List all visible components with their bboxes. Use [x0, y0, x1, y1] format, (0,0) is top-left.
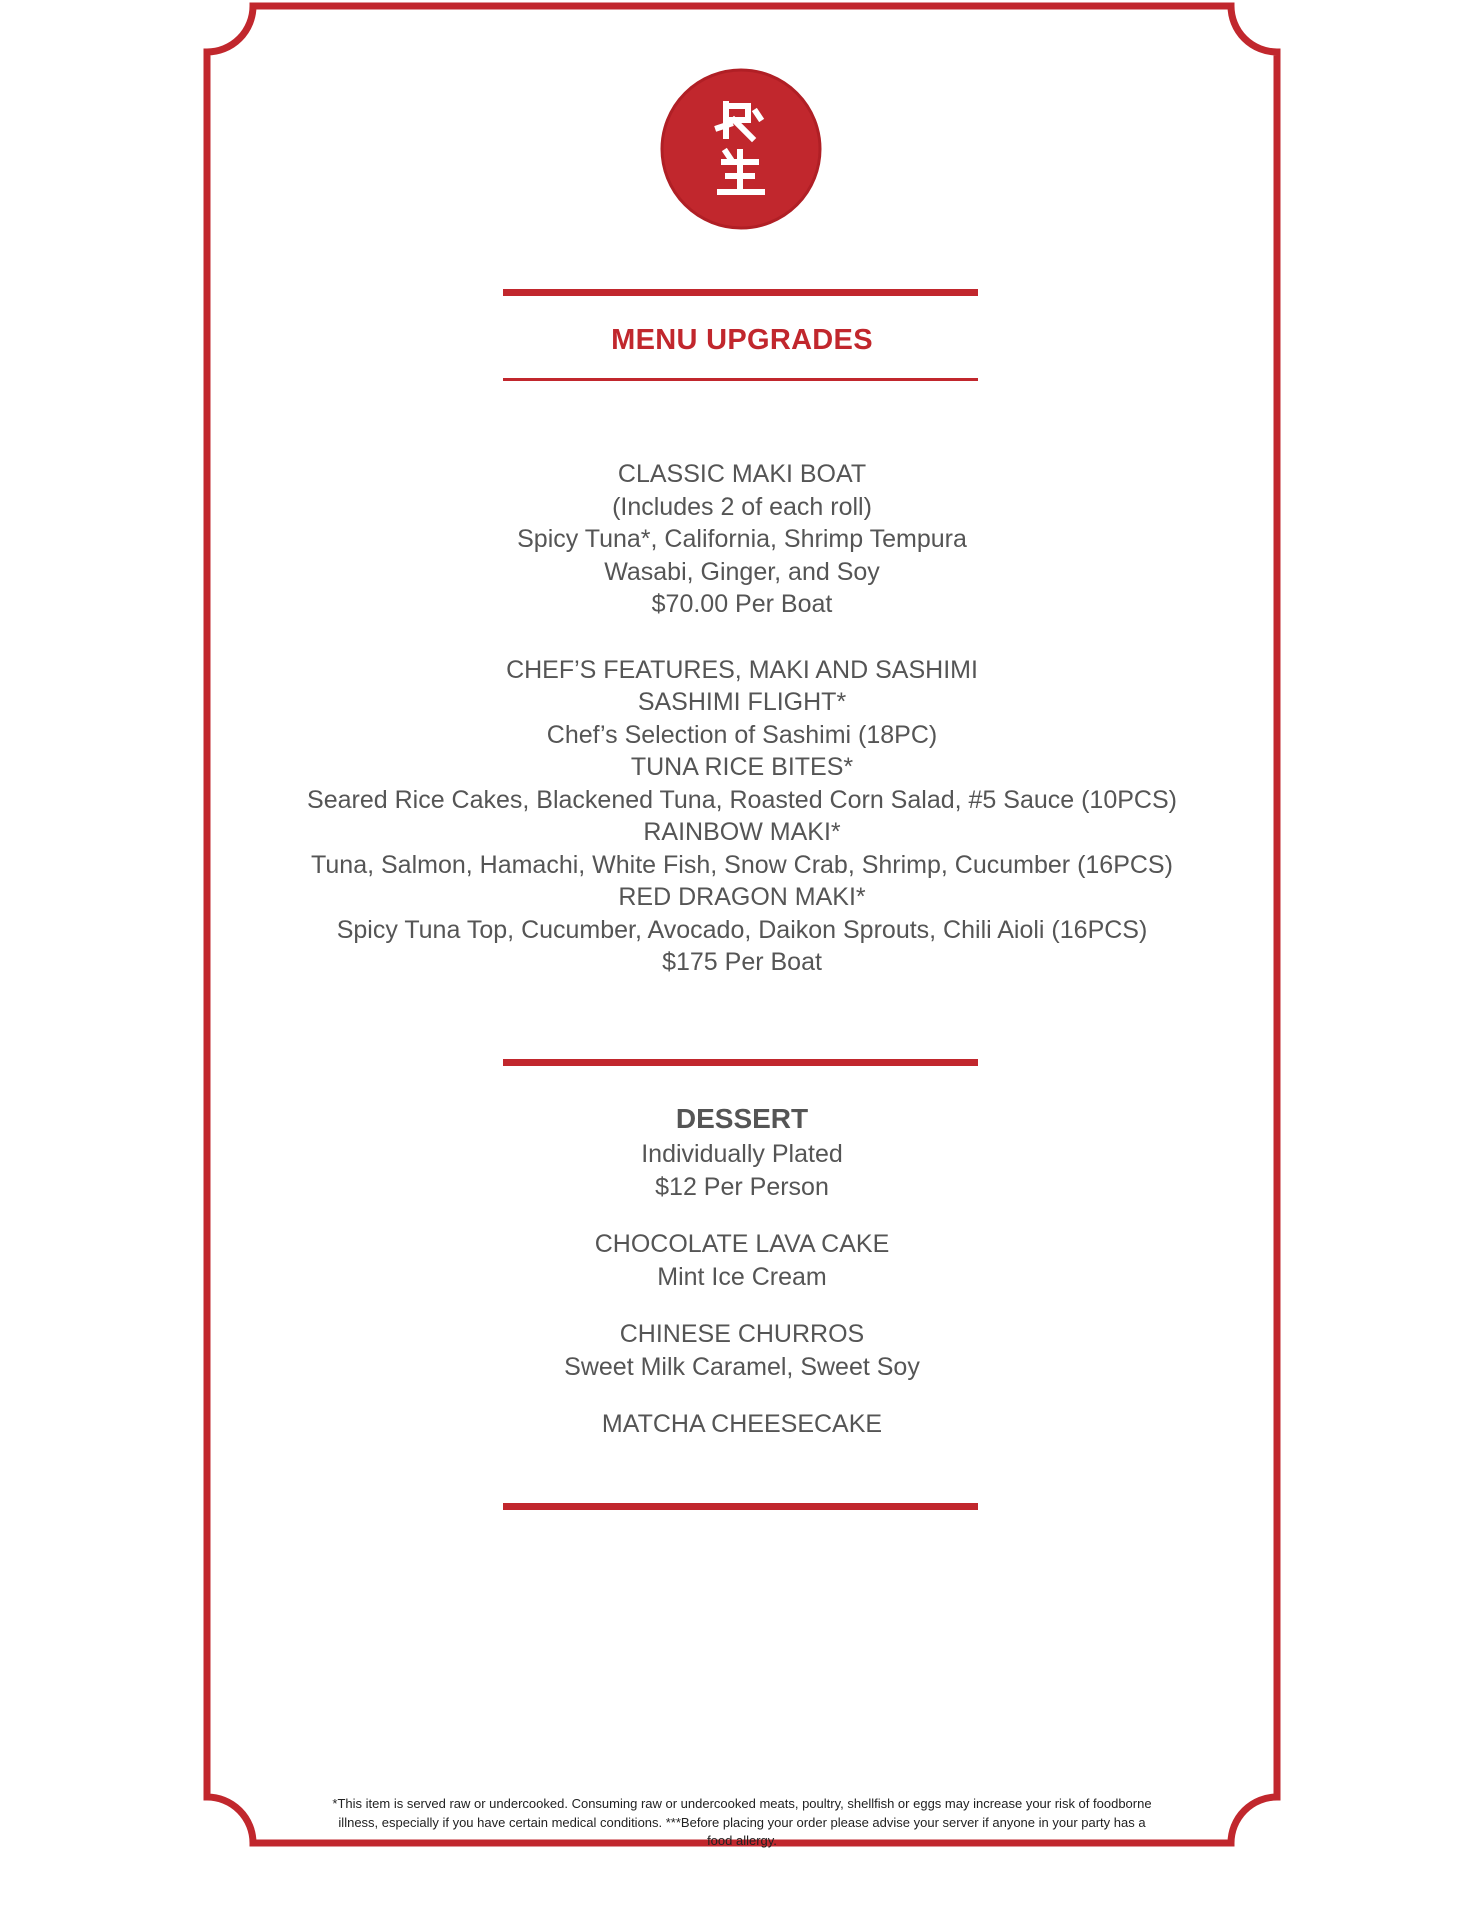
dessert-item-name: CHINESE CHURROS: [619, 1320, 865, 1348]
classic-boat-price: $70.00 Per Boat: [651, 590, 833, 618]
menu-item-description: Chef’s Selection of Sashimi (18PC): [546, 720, 938, 749]
classic-boat-rolls: Spicy Tuna*, California, Shrimp Tempura: [517, 525, 967, 553]
menu-upgrades-section: [230, 458, 1254, 979]
menu-item-description: Spicy Tuna Top, Cucumber, Avocado, Daikon Sprouts, Chili Aioli (16PCS): [336, 915, 1148, 944]
dessert-item-name: MATCHA CHEESECAKE: [601, 1410, 883, 1438]
dessert-subtitle: Individually Plated: [641, 1140, 843, 1168]
classic-boat-sides: Wasabi, Ginger, and Soy: [604, 557, 880, 586]
menu-item-description: Seared Rice Cakes, Blackened Tuna, Roasted Corn Salad, #5 Sauce (10PCS): [307, 785, 1177, 814]
classic-boat-name: CLASSIC MAKI BOAT: [617, 460, 867, 488]
dessert-price: $12 Per Person: [655, 1173, 829, 1201]
disclaimer-line: food allergy.: [707, 1833, 777, 1848]
menu-item-name: RAINBOW MAKI*: [643, 818, 841, 846]
menu-item-name: RED DRAGON MAKI*: [618, 883, 866, 911]
restaurant-seal-logo: [660, 68, 822, 230]
top-rule: [503, 289, 978, 296]
dessert-item-name: CHOCOLATE LAVA CAKE: [594, 1230, 890, 1258]
menu-item-name: SASHIMI FLIGHT*: [637, 688, 847, 716]
classic-boat-includes: (Includes 2 of each roll): [612, 492, 872, 521]
menu-item-name: TUNA RICE BITES*: [630, 753, 854, 781]
dessert-section: [230, 1138, 1254, 1441]
menu-item-description: Tuna, Salmon, Hamachi, White Fish, Snow Crab, Shrimp, Cucumber (16PCS): [311, 850, 1173, 879]
dessert-bottom-rule: [503, 1503, 978, 1510]
food-safety-disclaimer: [260, 1795, 1224, 1851]
dessert-item-description: Mint Ice Cream: [657, 1263, 827, 1291]
dessert-item-description: Sweet Milk Caramel, Sweet Soy: [564, 1353, 920, 1381]
disclaimer-line: illness, especially if you have certain medical conditions. ***Before placing your order please advise your server if anyone in your party has a: [338, 1814, 1146, 1830]
chef-boat-price: $175 Per Boat: [662, 948, 822, 976]
chef-boat-name: CHEF’S FEATURES, MAKI AND SASHIMI: [506, 655, 978, 684]
disclaimer-line: *This item is served raw or undercooked. Consuming raw or undercooked meats, poultry, shellfish or eggs may increase your risk of foodborne: [332, 1796, 1152, 1811]
menu-upgrades-title: MENU UPGRADES: [611, 324, 873, 356]
dessert-top-rule: [503, 1059, 978, 1066]
title-underline: [503, 378, 978, 381]
dessert-title: DESSERT: [675, 1103, 809, 1134]
